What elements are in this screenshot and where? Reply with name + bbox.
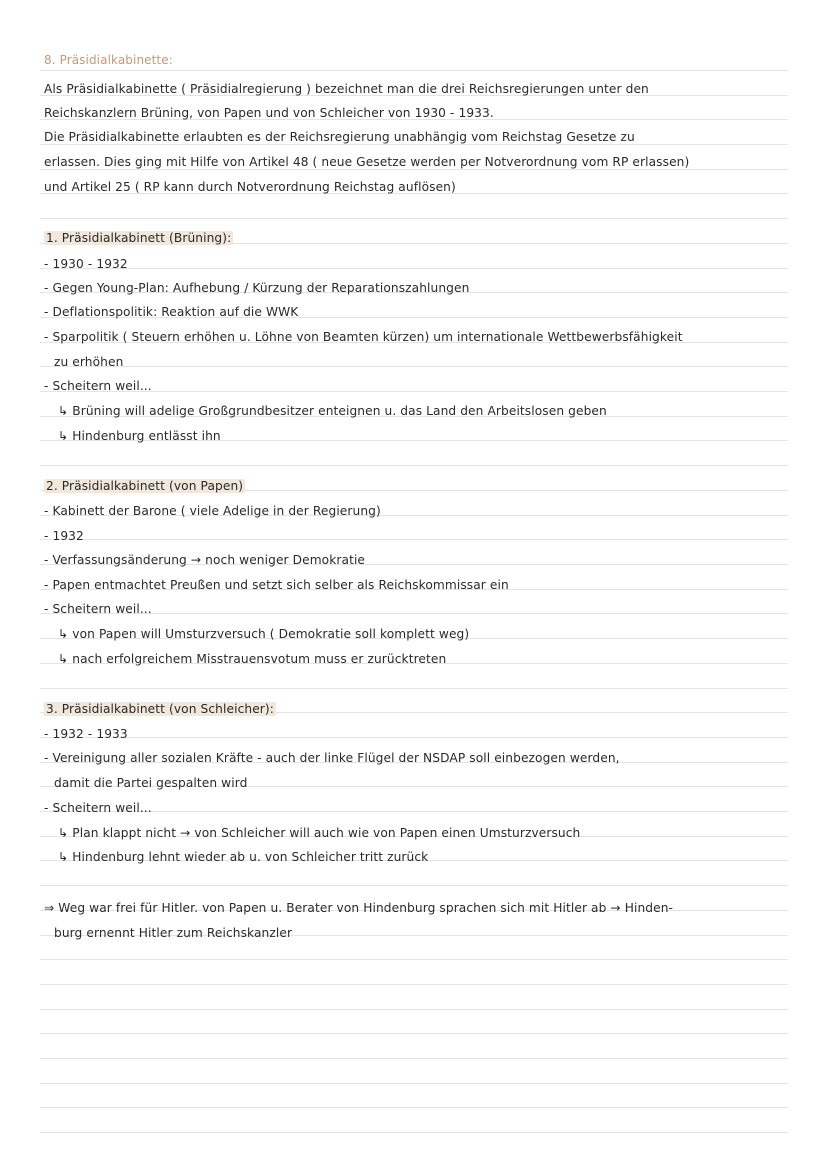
intro-line: Reichskanzlern Brüning, von Papen und von Schleicher von 1930 - 1933.: [44, 106, 494, 120]
list-subitem: ↳ Plan klappt nicht → von Schleicher will auch wie von Papen einen Umsturzversuch: [58, 826, 581, 840]
list-item: - Papen entmachtet Preußen und setzt sich selber als Reichskommissar ein: [44, 578, 509, 592]
intro-line: Die Präsidialkabinette erlaubten es der Reichsregierung unabhängig vom Reichstag Gesetze zu: [44, 130, 635, 144]
ruled-line: [40, 218, 788, 219]
list-item: - Verfassungsänderung → noch weniger Demokratie: [44, 553, 366, 567]
ruled-line: [40, 885, 788, 886]
intro-line: erlassen. Dies ging mit Hilfe von Artikel 48 ( neue Gesetze werden per Notverordnung vom RP erlassen): [44, 155, 690, 169]
section-heading-schleicher: 3. Präsidialkabinett (von Schleicher):: [46, 702, 274, 716]
list-subitem: ↳ von Papen will Umsturzversuch ( Demokratie soll komplett weg): [58, 627, 470, 641]
list-item: - Scheitern weil...: [44, 379, 152, 393]
section-heading-papen: 2. Präsidialkabinett (von Papen): [46, 479, 244, 493]
list-item: - Sparpolitik ( Steuern erhöhen u. Löhne von Beamten kürzen) um internationale Wettbewerbsfähigkeit: [44, 330, 683, 344]
ruled-line: [40, 688, 788, 689]
page-title: 8. Präsidialkabinette:: [44, 53, 173, 67]
list-item: - 1932 - 1933: [44, 727, 128, 741]
list-item: zu erhöhen: [54, 355, 124, 369]
list-item: - 1932: [44, 529, 84, 543]
list-subitem: ↳ nach erfolgreichem Misstrauensvotum muss er zurücktreten: [58, 652, 447, 666]
list-item: - Scheitern weil...: [44, 801, 152, 815]
list-item: - Kabinett der Barone ( viele Adelige in der Regierung): [44, 504, 381, 518]
list-item: - 1930 - 1932: [44, 257, 128, 271]
ruled-line: [40, 1033, 788, 1034]
conclusion-line: burg ernennt Hitler zum Reichskanzler: [54, 926, 293, 940]
ruled-line: [40, 984, 788, 985]
ruled-line: [40, 465, 788, 466]
ruled-line: [40, 1083, 788, 1084]
list-subitem: ↳ Hindenburg entlässt ihn: [58, 429, 221, 443]
list-item: - Vereinigung aller sozialen Kräfte - auch der linke Flügel der NSDAP soll einbezogen werden,: [44, 751, 620, 765]
ruled-line: [40, 959, 788, 960]
ruled-line: [40, 1107, 788, 1108]
ruled-line: [40, 1058, 788, 1059]
ruled-line: [40, 1132, 788, 1133]
list-item: - Deflationspolitik: Reaktion auf die WWK: [44, 305, 299, 319]
conclusion-line: ⇒ Weg war frei für Hitler. von Papen u. Berater von Hindenburg sprachen sich mit Hitler ab → Hinden-: [44, 901, 674, 915]
section-heading-bruening: 1. Präsidialkabinett (Brüning):: [46, 231, 232, 245]
intro-line: und Artikel 25 ( RP kann durch Notverordnung Reichstag auflösen): [44, 180, 456, 194]
list-subitem: ↳ Hindenburg lehnt wieder ab u. von Schleicher tritt zurück: [58, 850, 429, 864]
ruled-line: [40, 1009, 788, 1010]
ruled-line: [40, 70, 788, 71]
list-item: - Gegen Young-Plan: Aufhebung / Kürzung der Reparationszahlungen: [44, 281, 470, 295]
intro-line: Als Präsidialkabinette ( Präsidialregierung ) bezeichnet man die drei Reichsregierungen unter den: [44, 82, 649, 96]
list-subitem: ↳ Brüning will adelige Großgrundbesitzer enteignen u. das Land den Arbeitslosen geben: [58, 404, 607, 418]
list-item: - Scheitern weil...: [44, 602, 152, 616]
list-item: damit die Partei gespalten wird: [54, 776, 248, 790]
